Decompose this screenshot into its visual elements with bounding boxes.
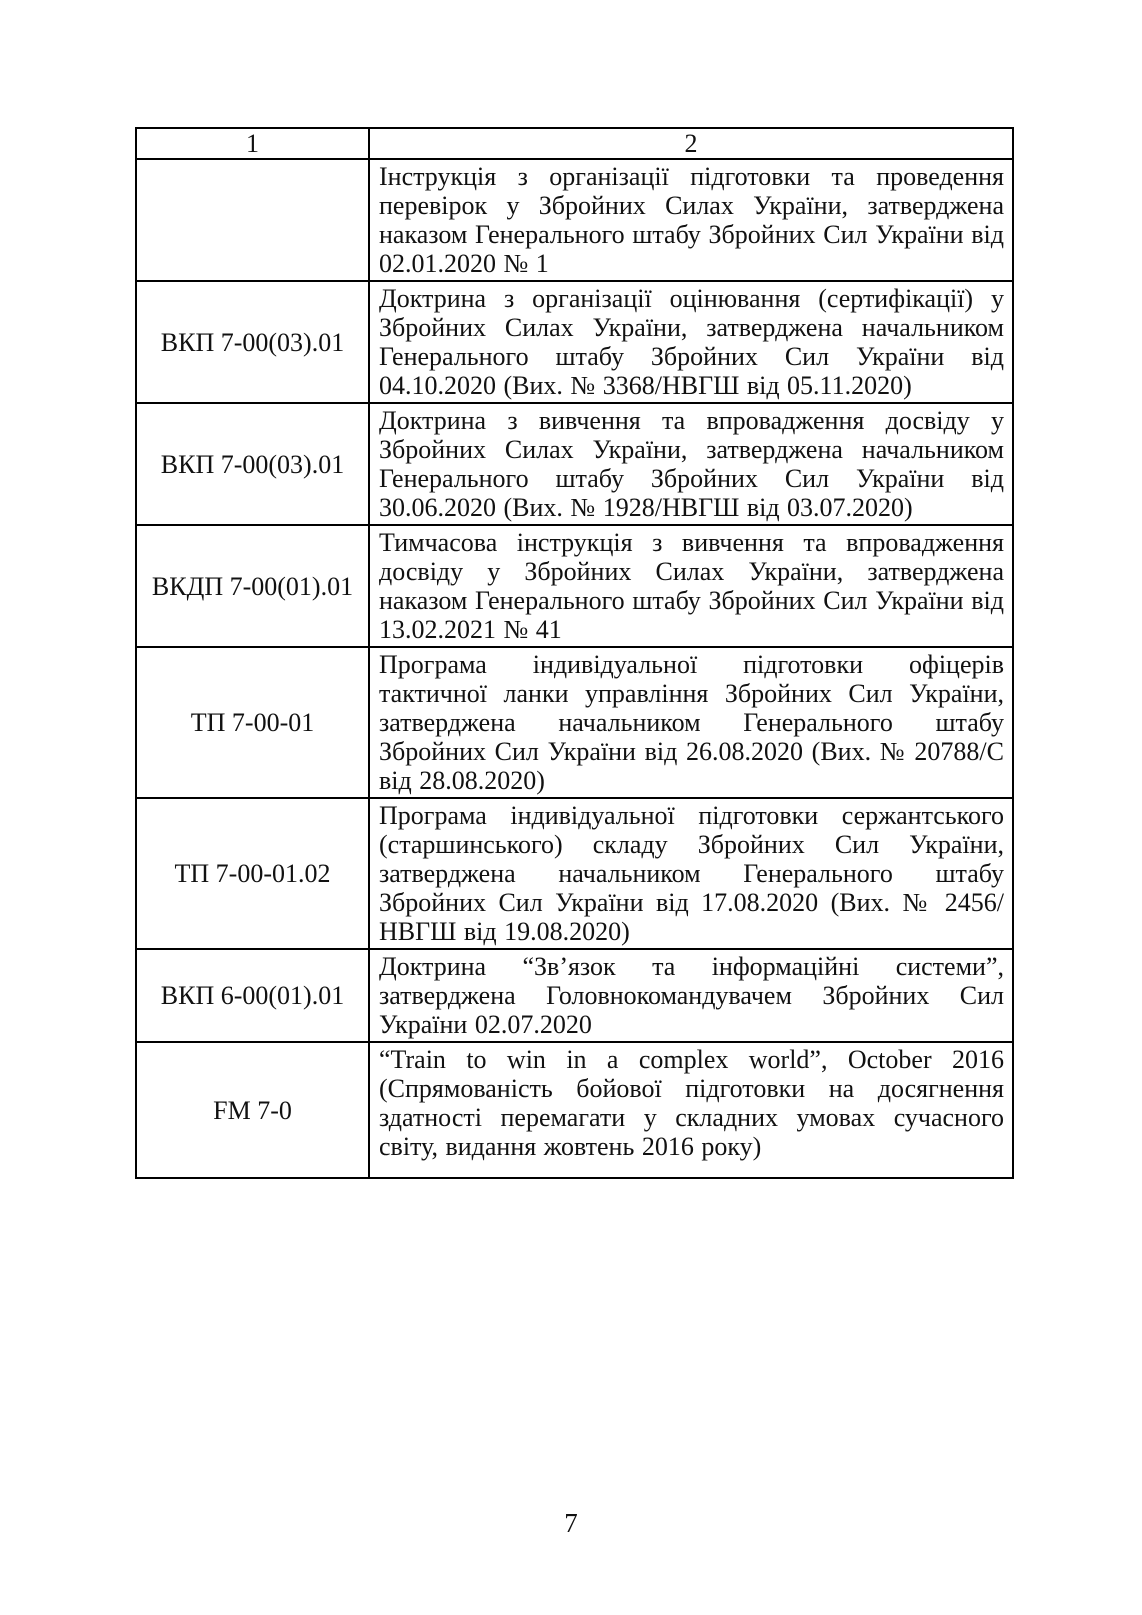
- document-description-cell: Програма індивідуальної підготовки офіцерів тактичної ланки управління Збройних Сил України, затверджена начальником Генерального штабу Збройних Сил України від 26.08.2020 (Вих. № 20788/С від 28.08.2020): [369, 647, 1013, 798]
- table-row: [136, 798, 1013, 949]
- document-code-cell: ВКДП 7-00(01).01: [136, 525, 369, 647]
- reference-table: [135, 127, 1014, 1179]
- table-row: [136, 403, 1013, 525]
- table-row: [136, 1042, 1013, 1178]
- document-description-cell: Програма індивідуальної підготовки сержантського (старшинського) складу Збройних Сил України, затверджена начальником Генерального штабу Збройних Сил України від 17.08.2020 (Вих. № 2456/НВГШ від 19.08.2020): [369, 798, 1013, 949]
- table-row: [136, 525, 1013, 647]
- document-code-cell: ВКП 6-00(01).01: [136, 949, 369, 1042]
- document-code-cell: FM 7-0: [136, 1042, 369, 1178]
- column-header-2: 2: [369, 128, 1013, 159]
- table-row: [136, 281, 1013, 403]
- document-code-cell: ТП 7-00-01: [136, 647, 369, 798]
- document-description-cell: Тимчасова інструкція з вивчення та впровадження досвіду у Збройних Силах України, затверджена наказом Генерального штабу Збройних Сил України від 13.02.2021 № 41: [369, 525, 1013, 647]
- table-row: [136, 647, 1013, 798]
- document-description-cell: Доктрина “Зв’язок та інформаційні системи”, затверджена Головнокомандувачем Збройних Сил України 02.07.2020: [369, 949, 1013, 1042]
- table-row: [136, 159, 1013, 281]
- document-description-cell: Доктрина з вивчення та впровадження досвіду у Збройних Силах України, затверджена начальником Генерального штабу Збройних Сил України від 30.06.2020 (Вих. № 1928/НВГШ від 03.07.2020): [369, 403, 1013, 525]
- document-description-cell: Інструкція з організації підготовки та проведення перевірок у Збройних Силах України, затверджена наказом Генерального штабу Збройних Сил України від 02.01.2020 № 1: [369, 159, 1013, 281]
- table-header-row: [136, 128, 1013, 159]
- document-code-cell: ВКП 7-00(03).01: [136, 281, 369, 403]
- document-description-cell: “Train to win in a complex world”, October 2016 (Спрямованість бойової підготовки на досягнення здатності перемагати у складних умовах сучасного світу, видання жовтень 2016 року): [369, 1042, 1013, 1178]
- table-row: [136, 949, 1013, 1042]
- page-number: 7: [564, 1508, 578, 1538]
- document-description-cell: Доктрина з організації оцінювання (сертифікації) у Збройних Силах України, затверджена начальником Генерального штабу Збройних Сил України від 04.10.2020 (Вих. № 3368/НВГШ від 05.11.2020): [369, 281, 1013, 403]
- document-code-cell: [136, 159, 369, 281]
- document-code-cell: ВКП 7-00(03).01: [136, 403, 369, 525]
- document-code-cell: ТП 7-00-01.02: [136, 798, 369, 949]
- column-header-1: 1: [136, 128, 369, 159]
